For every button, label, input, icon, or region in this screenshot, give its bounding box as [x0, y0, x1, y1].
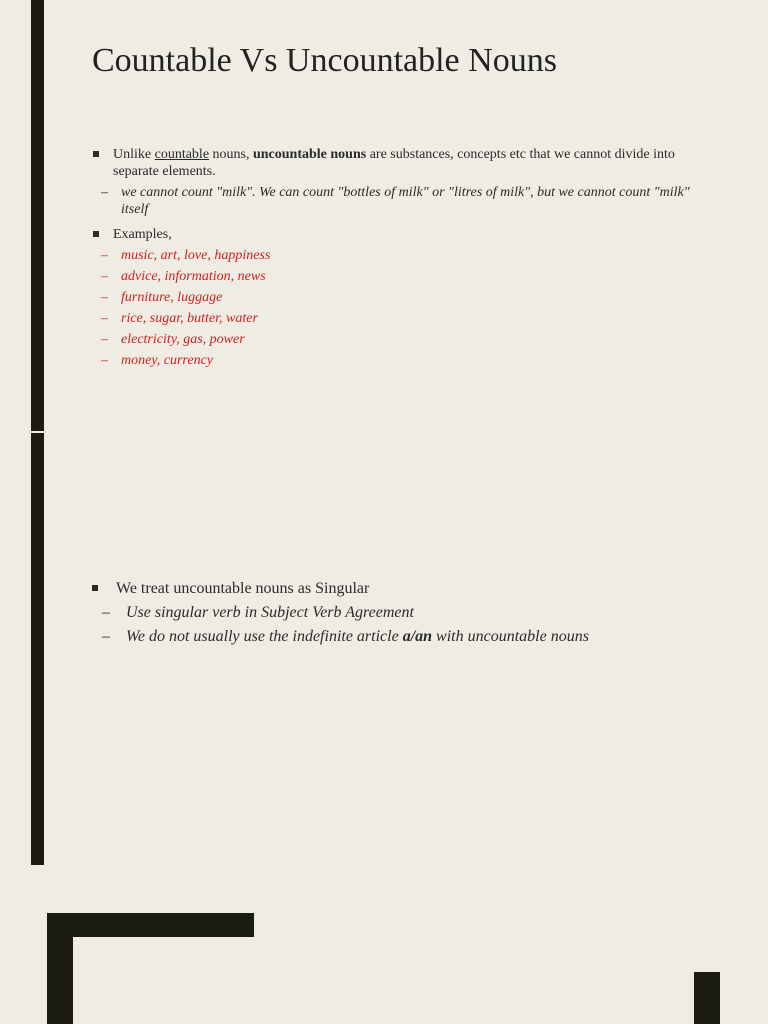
intro-uncountable-bold: uncountable nouns — [252, 147, 367, 162]
dash-icon: – — [102, 604, 110, 621]
dash-icon: – — [102, 628, 110, 645]
bullet-square-icon — [93, 151, 99, 157]
intro-text-1: Unlike — [113, 147, 155, 162]
article-bold: a/an — [402, 628, 433, 645]
examples-bullet — [92, 226, 692, 243]
example-item — [92, 289, 692, 306]
intro-text-2: nouns, — [209, 147, 253, 162]
dash-icon: – — [101, 185, 108, 200]
singular-verb-text: Use singular verb in Subject Verb Agreement — [126, 604, 414, 621]
slide1-content — [92, 146, 692, 369]
dash-icon: – — [101, 332, 108, 347]
singular-text: We treat uncountable nouns as Singular — [116, 580, 370, 597]
left-vertical-bar-bottom — [31, 433, 44, 865]
dash-icon: – — [101, 311, 108, 326]
article-note — [92, 625, 692, 648]
example-item — [92, 247, 692, 264]
example-item — [92, 310, 692, 327]
singular-bullet — [92, 577, 692, 600]
slide2-content — [92, 577, 692, 648]
corner-bar-vertical — [47, 913, 73, 1024]
intro-text-3: are substances, concepts etc that we cannot divide into separate elements. — [113, 147, 675, 179]
example-text: furniture, luggage — [121, 290, 223, 305]
intro-countable: countable — [154, 147, 210, 162]
dash-icon: – — [101, 353, 108, 368]
example-item — [92, 352, 692, 369]
article-text-2: with uncountable nouns — [432, 628, 589, 645]
example-text: electricity, gas, power — [121, 332, 245, 347]
intro-bullet — [92, 146, 692, 180]
dash-icon: – — [101, 290, 108, 305]
article-text-1: We do not usually use the indefinite article — [126, 628, 403, 645]
corner-bar-horizontal — [47, 913, 254, 937]
example-text: money, currency — [121, 353, 213, 368]
milk-note-text: we cannot count "milk". We can count "bottles of milk" or "litres of milk", but we cannot count "milk" itself — [121, 185, 690, 217]
examples-label: Examples, — [113, 227, 172, 242]
bullet-square-icon — [93, 231, 99, 237]
example-text: rice, sugar, butter, water — [121, 311, 258, 326]
example-item — [92, 331, 692, 348]
milk-note — [92, 184, 692, 218]
dash-icon: – — [101, 269, 108, 284]
bullet-square-icon — [92, 585, 98, 591]
page-title: Countable Vs Uncountable Nouns — [92, 42, 557, 79]
left-vertical-bar-top — [31, 0, 44, 431]
example-item — [92, 268, 692, 285]
right-bottom-bar — [694, 972, 720, 1024]
dash-icon: – — [101, 248, 108, 263]
example-text: music, art, love, happiness — [121, 248, 271, 263]
singular-verb-note — [92, 601, 692, 624]
example-text: advice, information, news — [121, 269, 266, 284]
